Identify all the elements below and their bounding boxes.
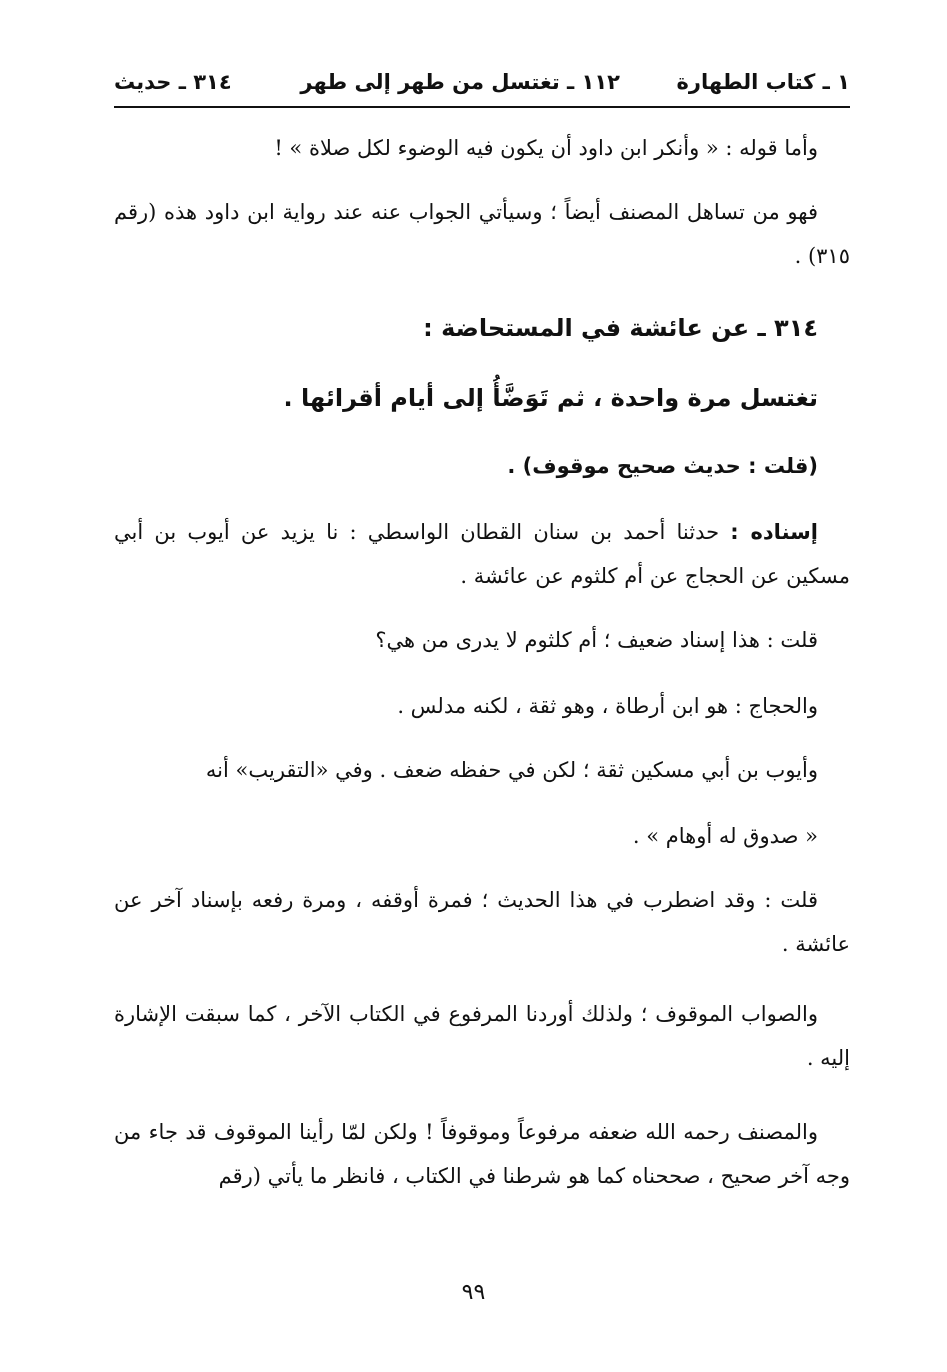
hadith-text: تغتسل مرة واحدة ، ثم تَوَضَّأُ إلى أيام أقرائها . (283, 384, 818, 412)
paragraph-8: « صدوق له أوهام » . (632, 824, 818, 848)
hadith-title: ٣١٤ ـ عن عائشة في المستحاضة : (423, 314, 818, 342)
header-hadith-number: ٣١٤ ـ حديث (114, 70, 232, 94)
running-header (114, 70, 850, 104)
isnad-text: حدثنا أحمد بن سنان القطان الواسطي : نا يزيد عن أيوب بن أبي مسكين عن الحجاج عن أم كلثوم عن عائشة . (114, 520, 850, 588)
isnad-label: إسناده : (730, 520, 818, 544)
header-book-title: ١ ـ كتاب الطهارة (676, 70, 850, 94)
paragraph-5: قلت : هذا إسناد ضعيف ؛ أم كلثوم لا يدرى من هي؟ (375, 628, 818, 652)
verdict: (قلت : حديث صحيح موقوف) . (507, 454, 818, 478)
paragraph-1: وأما قوله : « وأنكر ابن داود أن يكون فيه الوضوء لكل صلاة » ! (274, 136, 818, 160)
header-rule (114, 106, 850, 108)
paragraph-6: والحجاج : هو ابن أرطاة ، وهو ثقة ، لكنه مدلس . (397, 694, 818, 718)
paragraph-11: والمصنف رحمه الله ضعفه مرفوعاً وموقوفاً ! ولكن لمّا رأينا الموقوف قد جاء من وجه آخر صحيح ، صححناه كما هو شرطنا في الكتاب ، فانظر ما يأتي (رقم (114, 1120, 850, 1188)
page-number: ٩٩ (461, 1280, 486, 1305)
header-chapter-title: ١١٢ ـ تغتسل من طهر إلى طهر (300, 70, 620, 94)
paragraph-7: وأيوب بن أبي مسكين ثقة ؛ لكن في حفظه ضعف . وفي «التقريب» أنه (205, 758, 818, 782)
isnad-paragraph (114, 510, 850, 598)
paragraph-9: قلت : وقد اضطرب في هذا الحديث ؛ فمرة أوقفه ، ومرة رفعه بإسناد آخر عن عائشة . (114, 888, 850, 956)
paragraph-10: والصواب الموقوف ؛ ولذلك أوردنا المرفوع في الكتاب الآخر ، كما سبقت الإشارة إليه . (114, 1002, 850, 1070)
paragraph-2: فهو من تساهل المصنف أيضاً ؛ وسيأتي الجواب عنه عند رواية ابن داود هذه (رقم ٣١٥) . (114, 200, 850, 268)
